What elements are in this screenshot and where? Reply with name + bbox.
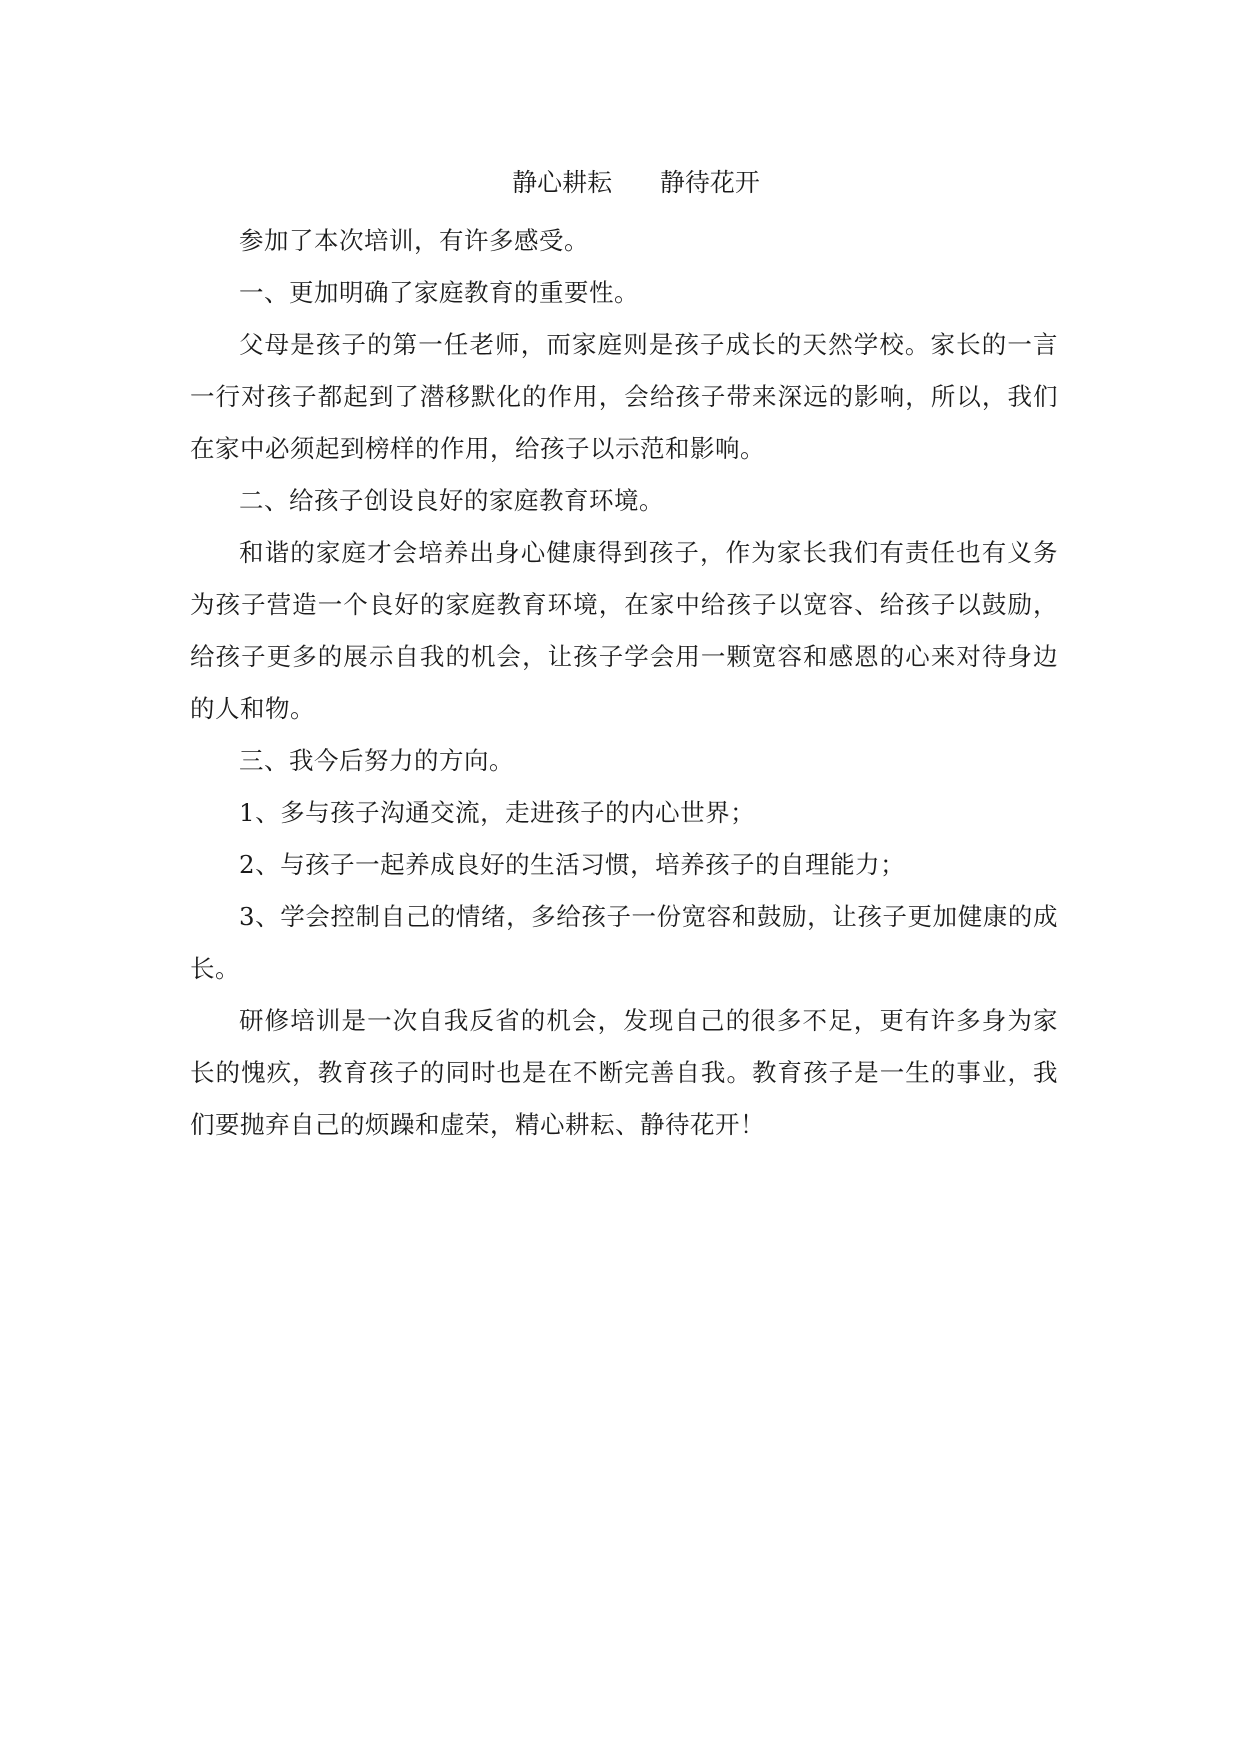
heading-section-3: 三、我今后努力的方向。 bbox=[239, 746, 514, 775]
list-item-3: 3、学会控制自己的情绪，多给孩子一份宽容和鼓励，让孩子更加健康的成长。 bbox=[190, 902, 1058, 983]
document-body bbox=[190, 163, 1058, 1151]
paragraph-section-1: 父母是孩子的第一任老师，而家庭则是孩子成长的天然学校。家长的一言一行对孩子都起到了潜移默化的作用，会给孩子带来深远的影响，所以，我们在家中必须起到榜样的作用，给孩子以示范和影响。 bbox=[190, 330, 1058, 463]
list-item-1: 1、多与孩子沟通交流，走进孩子的内心世界； bbox=[239, 798, 756, 827]
paragraph-intro: 参加了本次培训，有许多感受。 bbox=[239, 226, 589, 255]
document-title: 静心耕耘 静待花开 bbox=[512, 168, 760, 197]
list-item-2: 2、与孩子一起养成良好的生活习惯，培养孩子的自理能力； bbox=[239, 850, 906, 879]
paragraph-conclusion: 研修培训是一次自我反省的机会，发现自己的很多不足，更有许多身为家长的愧疚，教育孩子的同时也是在不断完善自我。教育孩子是一生的事业，我们要抛弃自己的烦躁和虚荣，精心耕耘、静待花开！ bbox=[190, 1006, 1058, 1139]
heading-section-2: 二、给孩子创设良好的家庭教育环境。 bbox=[239, 486, 664, 515]
heading-section-1: 一、更加明确了家庭教育的重要性。 bbox=[239, 278, 639, 307]
paragraph-section-2: 和谐的家庭才会培养出身心健康得到孩子，作为家长我们有责任也有义务为孩子营造一个良好的家庭教育环境，在家中给孩子以宽容、给孩子以鼓励，给孩子更多的展示自我的机会，让孩子学会用一颗宽容和感恩的心来对待身边的人和物。 bbox=[190, 538, 1058, 723]
